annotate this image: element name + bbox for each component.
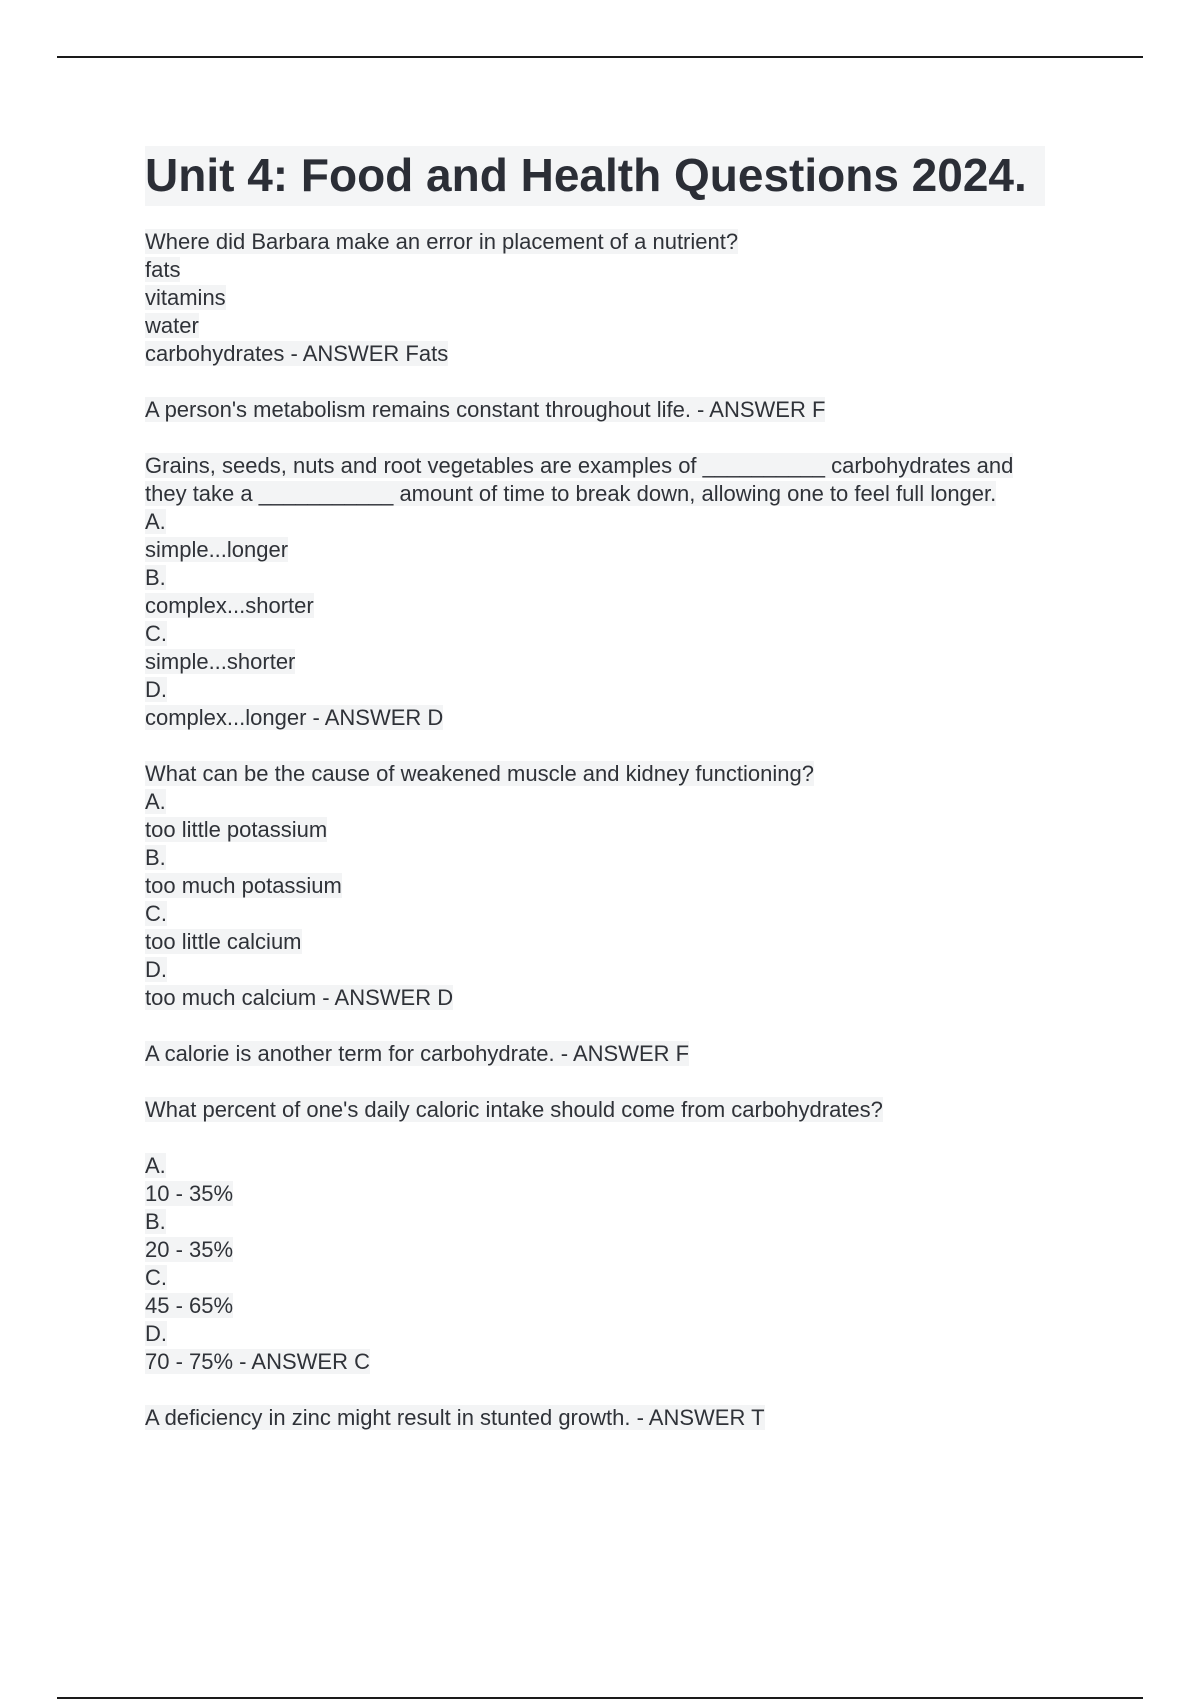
- bottom-rule: [57, 1697, 1143, 1699]
- answer-line: A deficiency in zinc might result in stunted growth. - ANSWER T: [145, 1405, 765, 1430]
- option-letter: B.: [145, 1209, 166, 1234]
- option-line: 45 - 65%: [145, 1293, 234, 1318]
- question-block: [145, 396, 1095, 424]
- question-line: Where did Barbara make an error in placement of a nutrient?: [145, 229, 739, 254]
- option-line: too little potassium: [145, 817, 328, 842]
- option-letter: B.: [145, 845, 166, 870]
- question-block: [145, 452, 1095, 732]
- question-line: What percent of one's daily caloric intake should come from carbohydrates?: [145, 1097, 883, 1122]
- option-letter: D.: [145, 1321, 167, 1346]
- question-block: [145, 1096, 1095, 1376]
- option-line: water: [145, 313, 199, 338]
- option-letter: D.: [145, 957, 167, 982]
- option-line: vitamins: [145, 285, 226, 310]
- answer-line: carbohydrates - ANSWER Fats: [145, 341, 449, 366]
- question-block: [145, 228, 1095, 368]
- option-letter: C.: [145, 901, 167, 926]
- option-line: simple...longer: [145, 537, 289, 562]
- option-line: fats: [145, 257, 181, 282]
- option-letter: D.: [145, 677, 167, 702]
- option-letter: A.: [145, 509, 166, 534]
- question-list: [145, 228, 1095, 1432]
- option-letter: A.: [145, 789, 166, 814]
- document-body: [145, 146, 1095, 1460]
- question-block: [145, 1404, 1095, 1432]
- option-line: too much potassium: [145, 873, 342, 898]
- option-line: simple...shorter: [145, 649, 296, 674]
- option-letter: C.: [145, 621, 167, 646]
- option-letter: B.: [145, 565, 166, 590]
- option-letter: A.: [145, 1153, 166, 1178]
- answer-line: 70 - 75% - ANSWER C: [145, 1349, 370, 1374]
- answer-line: complex...longer - ANSWER D: [145, 705, 444, 730]
- answer-line: A calorie is another term for carbohydrate. - ANSWER F: [145, 1041, 690, 1066]
- top-rule: [57, 56, 1143, 58]
- option-line: too little calcium: [145, 929, 302, 954]
- question-block: [145, 1040, 1095, 1068]
- question-line: What can be the cause of weakened muscle and kidney functioning?: [145, 761, 814, 786]
- question-block: [145, 760, 1095, 1012]
- option-line: 10 - 35%: [145, 1181, 234, 1206]
- blank-line: [145, 1124, 1095, 1152]
- answer-line: too much calcium - ANSWER D: [145, 985, 454, 1010]
- option-line: complex...shorter: [145, 593, 314, 618]
- answer-line: A person's metabolism remains constant throughout life. - ANSWER F: [145, 397, 826, 422]
- page-title: Unit 4: Food and Health Questions 2024.: [145, 146, 1045, 206]
- option-line: 20 - 35%: [145, 1237, 234, 1262]
- option-letter: C.: [145, 1265, 167, 1290]
- question-line: they take a ___________ amount of time to break down, allowing one to feel full longer.: [145, 481, 997, 506]
- question-line: Grains, seeds, nuts and root vegetables are examples of __________ carbohydrates and: [145, 453, 1014, 478]
